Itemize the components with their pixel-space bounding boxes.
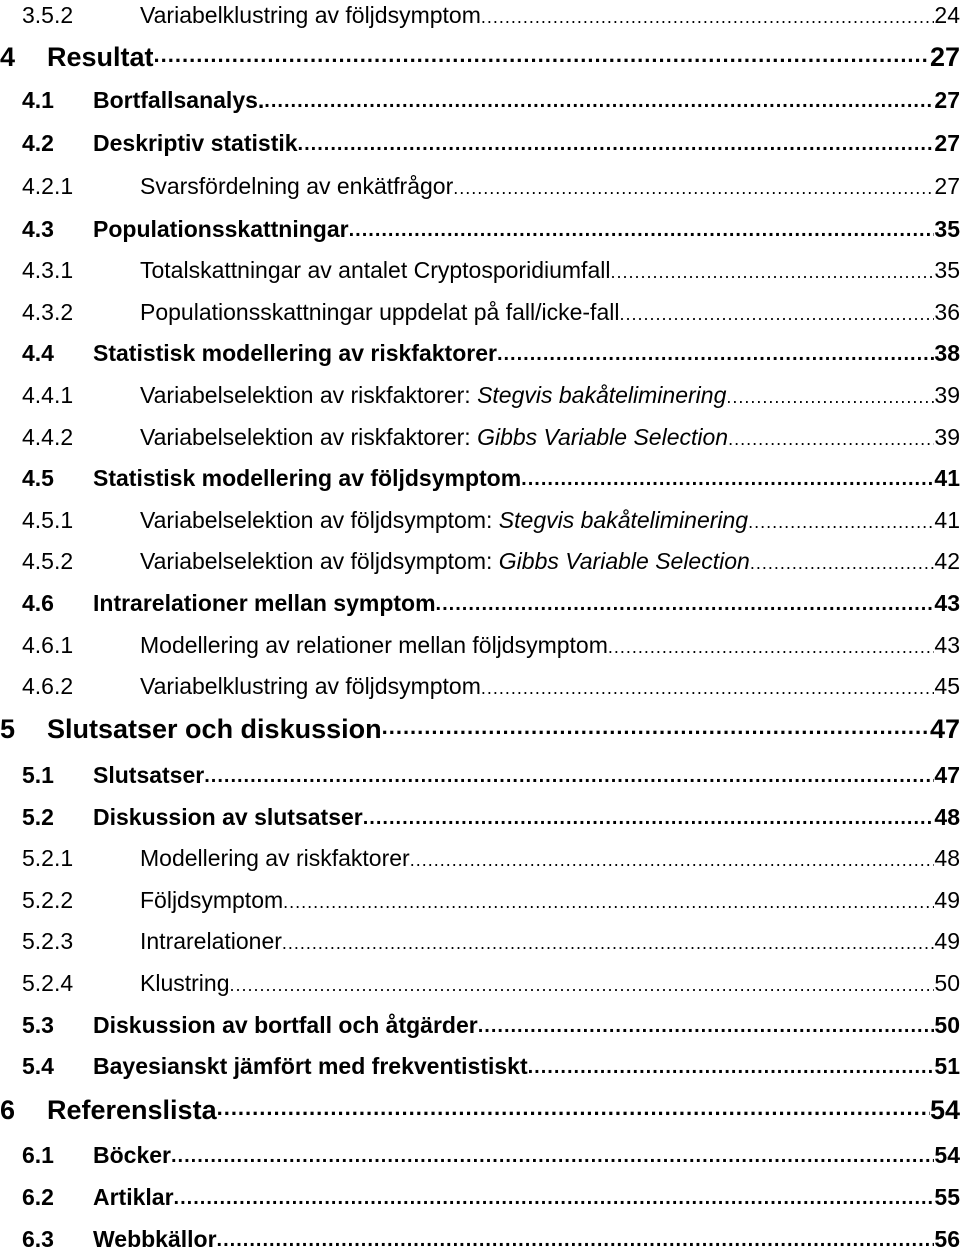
toc-entry-title bbox=[93, 1226, 217, 1253]
toc-entry-title bbox=[140, 845, 410, 872]
toc-entry-title bbox=[140, 887, 283, 914]
toc-entry-title bbox=[140, 548, 750, 575]
toc-dot-leader bbox=[349, 209, 935, 249]
toc-dot-leader bbox=[204, 755, 934, 795]
toc-dot-leader bbox=[410, 838, 935, 878]
toc-entry-title bbox=[93, 1053, 528, 1080]
toc-entry-number: 4.4.1 bbox=[22, 381, 74, 408]
toc-entry[interactable] bbox=[0, 838, 960, 878]
toc-dot-leader bbox=[283, 880, 934, 920]
toc-entry-title bbox=[140, 382, 726, 409]
toc-entry-page: 47 bbox=[929, 713, 960, 744]
toc-entry[interactable] bbox=[0, 209, 960, 249]
toc-entry-page: 27 bbox=[934, 129, 960, 156]
toc-entry-title bbox=[93, 1012, 478, 1039]
toc-entry[interactable] bbox=[0, 541, 960, 581]
toc-dot-leader bbox=[282, 921, 934, 961]
toc-entry-title-text: Klustring bbox=[140, 969, 230, 996]
toc-entry-title bbox=[93, 762, 204, 789]
toc-entry[interactable] bbox=[0, 166, 960, 206]
toc-entry-title bbox=[93, 804, 363, 831]
toc-dot-leader bbox=[154, 37, 930, 77]
toc-entry-number: 5.2.2 bbox=[22, 886, 74, 913]
toc-entry[interactable] bbox=[0, 1046, 960, 1086]
toc-entry-number: 4.3.1 bbox=[22, 256, 74, 283]
toc-entry[interactable] bbox=[0, 500, 960, 540]
toc-entry-title-text: Populationsskattningar bbox=[93, 215, 349, 242]
toc-entry[interactable] bbox=[0, 709, 960, 749]
toc-entry-title-italic: Stegvis bakåteliminering bbox=[477, 381, 727, 408]
toc-dot-leader bbox=[728, 417, 934, 457]
toc-entry[interactable] bbox=[0, 458, 960, 498]
toc-entry-title-text: Populationsskattningar uppdelat på fall/icke-fall bbox=[140, 298, 620, 325]
toc-entry-title bbox=[140, 257, 610, 284]
toc-dot-leader bbox=[750, 541, 935, 581]
toc-entry-title-text: Böcker bbox=[93, 1141, 171, 1168]
toc-entry-title-text: Artiklar bbox=[93, 1183, 174, 1210]
toc-entry[interactable] bbox=[0, 625, 960, 665]
toc-entry-page: 47 bbox=[934, 761, 960, 788]
toc-entry-title-text: Variabelselektion av riskfaktorer: bbox=[140, 381, 478, 408]
toc-entry-page: 45 bbox=[934, 672, 960, 699]
toc-entry[interactable] bbox=[0, 880, 960, 920]
toc-entry-number: 5.2.1 bbox=[22, 844, 74, 871]
toc-dot-leader bbox=[481, 0, 935, 35]
toc-entry-page: 35 bbox=[934, 256, 960, 283]
toc-entry-number: 6.3 bbox=[22, 1225, 54, 1252]
toc-entry-title-text: Bayesianskt jämfört med frekventistiskt bbox=[93, 1052, 528, 1079]
toc-entry-title bbox=[140, 424, 728, 451]
toc-entry-title-text: Deskriptiv statistik bbox=[93, 129, 298, 156]
toc-entry-page: 55 bbox=[934, 1183, 960, 1210]
toc-entry[interactable] bbox=[0, 250, 960, 290]
toc-entry-title-text: Modellering av relationer mellan följdsymptom bbox=[140, 631, 608, 658]
toc-entry-title-text: Följdsymptom bbox=[140, 886, 284, 913]
toc-entry-page: 38 bbox=[934, 339, 960, 366]
toc-dot-leader bbox=[528, 1046, 935, 1086]
toc-dot-leader bbox=[217, 1219, 935, 1259]
toc-entry-title-italic: Gibbs Variable Selection bbox=[477, 423, 729, 450]
toc-dot-leader bbox=[217, 1090, 930, 1130]
toc-entry-page: 39 bbox=[934, 423, 960, 450]
toc-entry-number: 5.2.3 bbox=[22, 927, 74, 954]
toc-dot-leader bbox=[608, 625, 935, 665]
toc-entry-number: 4.3 bbox=[22, 215, 54, 242]
toc-entry-title-text: Modellering av riskfaktorer bbox=[140, 844, 410, 871]
toc-entry-title bbox=[140, 507, 748, 534]
toc-entry[interactable] bbox=[0, 755, 960, 795]
toc-entry-title bbox=[140, 970, 229, 997]
toc-entry-page: 35 bbox=[934, 215, 960, 242]
toc-entry-number: 6.1 bbox=[22, 1141, 54, 1168]
toc-entry-title-italic: Gibbs Variable Selection bbox=[498, 547, 750, 574]
toc-entry-title-text: Variabelklustring av följdsymptom bbox=[140, 1, 481, 28]
toc-entry-page: 27 bbox=[934, 172, 960, 199]
toc-entry-page: 54 bbox=[929, 1094, 960, 1125]
toc-entry-number: 4.4 bbox=[22, 339, 54, 366]
toc-entry[interactable] bbox=[0, 333, 960, 373]
toc-entry[interactable] bbox=[0, 292, 960, 332]
toc-entry-title-text: Svarsfördelning av enkätfrågor bbox=[140, 172, 454, 199]
toc-dot-leader bbox=[229, 963, 934, 1003]
toc-entry[interactable] bbox=[0, 37, 960, 77]
toc-entry-number: 5.1 bbox=[22, 761, 54, 788]
toc-entry-page: 48 bbox=[934, 844, 960, 871]
toc-entry-page: 24 bbox=[934, 1, 960, 28]
toc-entry-title bbox=[93, 590, 436, 617]
toc-entry[interactable] bbox=[0, 921, 960, 961]
toc-entry-page: 43 bbox=[934, 631, 960, 658]
toc-entry-title-text: Webbkällor bbox=[93, 1225, 217, 1252]
toc-entry-number: 4.5 bbox=[22, 464, 54, 491]
toc-entry-title-text: Intrarelationer bbox=[140, 927, 282, 954]
toc-entry[interactable] bbox=[0, 1135, 960, 1175]
toc-entry-title-text: Statistisk modellering av följdsymptom bbox=[93, 464, 522, 491]
toc-dot-leader bbox=[171, 1135, 934, 1175]
toc-entry[interactable] bbox=[0, 417, 960, 457]
toc-entry-page: 41 bbox=[934, 464, 960, 491]
toc-entry[interactable] bbox=[0, 666, 960, 706]
toc-entry-page: 50 bbox=[934, 969, 960, 996]
toc-entry[interactable] bbox=[0, 80, 960, 120]
toc-entry-number: 4.2 bbox=[22, 129, 54, 156]
toc-entry-number: 5.3 bbox=[22, 1011, 54, 1038]
toc-entry-title bbox=[47, 1095, 217, 1126]
toc-dot-leader bbox=[481, 666, 935, 706]
toc-entry-number: 5.2 bbox=[22, 803, 54, 830]
toc-entry-number: 5 bbox=[0, 713, 16, 744]
toc-entry-title-text: Slutsatser och diskussion bbox=[47, 713, 382, 744]
toc-dot-leader bbox=[478, 1005, 935, 1045]
toc-entry-number: 6.2 bbox=[22, 1183, 54, 1210]
toc-entry-number: 4.4.2 bbox=[22, 423, 74, 450]
toc-entry[interactable] bbox=[0, 1005, 960, 1045]
toc-entry-title bbox=[93, 465, 521, 492]
toc-dot-leader bbox=[610, 250, 934, 290]
toc-dot-leader bbox=[619, 292, 934, 332]
toc-entry-page: 27 bbox=[929, 41, 960, 72]
toc-entry-number: 4.6 bbox=[22, 589, 54, 616]
toc-entry-number: 4.2.1 bbox=[22, 172, 74, 199]
toc-dot-leader bbox=[382, 709, 930, 749]
toc-entry-title-text: Resultat bbox=[47, 41, 154, 72]
toc-entry-page: 39 bbox=[934, 381, 960, 408]
toc-entry[interactable] bbox=[0, 1090, 960, 1130]
toc-entry-number: 3.5.2 bbox=[22, 1, 74, 28]
toc-dot-leader bbox=[521, 458, 934, 498]
toc-entry-page: 48 bbox=[934, 803, 960, 830]
toc-entry-page: 49 bbox=[934, 886, 960, 913]
toc-entry-title-text: Slutsatser bbox=[93, 761, 205, 788]
toc-entry-title-text: Diskussion av slutsatser bbox=[93, 803, 363, 830]
toc-entry[interactable] bbox=[0, 797, 960, 837]
toc-entry-number: 4.6.2 bbox=[22, 672, 74, 699]
toc-entry-title bbox=[93, 1142, 171, 1169]
toc-entry-title-text: Bortfallsanalys. bbox=[93, 86, 265, 113]
toc-entry[interactable] bbox=[0, 375, 960, 415]
toc-entry[interactable] bbox=[0, 583, 960, 623]
toc-entry-page: 54 bbox=[934, 1141, 960, 1168]
toc-entry-page: 50 bbox=[934, 1011, 960, 1038]
toc-entry[interactable] bbox=[0, 1177, 960, 1217]
toc-entry-title bbox=[140, 2, 481, 29]
toc-entry-number: 4.3.2 bbox=[22, 298, 74, 325]
toc-dot-leader bbox=[436, 583, 935, 623]
toc-entry-title bbox=[47, 42, 154, 73]
toc-entry-title bbox=[93, 1184, 174, 1211]
toc-entry-title bbox=[47, 714, 382, 745]
toc-entry-number: 6 bbox=[0, 1094, 16, 1125]
toc-entry-title bbox=[140, 173, 453, 200]
toc-dot-leader bbox=[264, 80, 934, 120]
toc-entry-number: 4 bbox=[0, 41, 16, 72]
toc-entry-title bbox=[93, 340, 497, 367]
toc-entry-title bbox=[93, 216, 349, 243]
toc-entry-title-text: Diskussion av bortfall och åtgärder bbox=[93, 1011, 478, 1038]
toc-entry-number: 5.4 bbox=[22, 1052, 54, 1079]
toc-entry-title-text: Statistisk modellering av riskfaktorer bbox=[93, 339, 497, 366]
toc-entry-title bbox=[140, 928, 282, 955]
toc-dot-leader bbox=[363, 797, 935, 837]
toc-entry[interactable] bbox=[0, 0, 960, 35]
toc-entry-number: 5.2.4 bbox=[22, 969, 74, 996]
toc-entry-page: 43 bbox=[934, 589, 960, 616]
toc-entry-title-text: Variabelselektion av följdsymptom: bbox=[140, 547, 499, 574]
toc-entry[interactable] bbox=[0, 123, 960, 163]
toc-entry-number: 4.6.1 bbox=[22, 631, 74, 658]
toc-entry-number: 4.1 bbox=[22, 86, 54, 113]
toc-entry-title bbox=[93, 130, 298, 157]
toc-dot-leader bbox=[748, 500, 934, 540]
toc-entry-page: 51 bbox=[934, 1052, 960, 1079]
toc-entry-title-text: Intrarelationer mellan symptom bbox=[93, 589, 436, 616]
toc-entry-page: 27 bbox=[934, 86, 960, 113]
toc-entry[interactable] bbox=[0, 963, 960, 1003]
toc-entry-title-italic: Stegvis bakåteliminering bbox=[498, 506, 749, 533]
toc-entry-title-text: Variabelselektion av riskfaktorer: bbox=[140, 423, 478, 450]
toc-entry-page: 41 bbox=[934, 506, 960, 533]
toc-dot-leader bbox=[174, 1177, 935, 1217]
toc-entry-page: 49 bbox=[934, 927, 960, 954]
toc-entry-title bbox=[140, 632, 608, 659]
toc-entry-title-text: Variabelselektion av följdsymptom: bbox=[140, 506, 499, 533]
toc-entry-page: 36 bbox=[934, 298, 960, 325]
toc-entry-page: 42 bbox=[934, 547, 960, 574]
toc-entry-number: 4.5.2 bbox=[22, 547, 74, 574]
toc-entry[interactable] bbox=[0, 1219, 960, 1259]
toc-entry-title-text: Variabelklustring av följdsymptom bbox=[140, 672, 481, 699]
toc-entry-page: 56 bbox=[934, 1225, 960, 1252]
toc-entry-title-text: Referenslista bbox=[47, 1094, 217, 1125]
toc-dot-leader bbox=[453, 166, 934, 206]
toc-entry-title bbox=[140, 299, 619, 326]
toc-entry-number: 4.5.1 bbox=[22, 506, 74, 533]
toc-dot-leader bbox=[298, 123, 935, 163]
toc-entry-title bbox=[93, 87, 264, 114]
toc-dot-leader bbox=[497, 333, 934, 373]
toc-dot-leader bbox=[726, 375, 934, 415]
toc-entry-title-text: Totalskattningar av antalet Cryptosporidiumfall bbox=[140, 256, 611, 283]
toc-entry-title bbox=[140, 673, 481, 700]
